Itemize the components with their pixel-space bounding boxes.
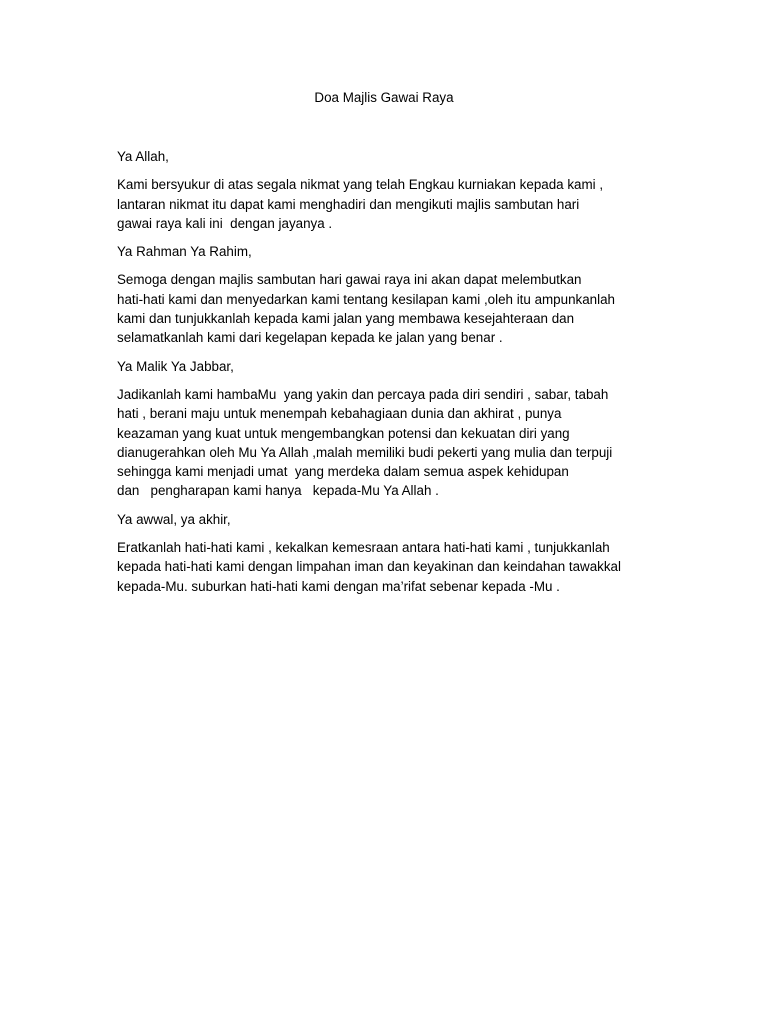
paragraph xyxy=(117,147,662,166)
paragraph xyxy=(117,385,662,501)
paragraph xyxy=(117,510,662,529)
text-line: kepada hati-hati kami dengan limpahan iman dan keyakinan dan keindahan tawakkal xyxy=(117,559,621,575)
text-line: Ya Malik Ya Jabbar, xyxy=(117,358,234,374)
paragraph xyxy=(117,175,662,233)
paragraph xyxy=(117,538,662,596)
text-line: Kami bersyukur di atas segala nikmat yang telah Engkau kurniakan kepada kami , xyxy=(117,177,604,193)
text-line: Semoga dengan majlis sambutan hari gawai raya ini akan dapat melembutkan xyxy=(117,272,582,288)
text-line: selamatkanlah kami dari kegelapan kepada ke jalan yang benar . xyxy=(117,330,503,346)
text-line: keazaman yang kuat untuk mengembangkan potensi dan kekuatan diri yang xyxy=(117,425,570,441)
document-body xyxy=(117,147,662,605)
text-line: dan pengharapan kami hanya kepada-Mu Ya Allah . xyxy=(117,483,439,499)
paragraph xyxy=(117,242,662,261)
text-line: lantaran nikmat itu dapat kami menghadiri dan mengikuti majlis sambutan hari xyxy=(117,196,580,212)
text-line: Jadikanlah kami hambaMu yang yakin dan percaya pada diri sendiri , sabar, tabah xyxy=(117,386,609,402)
text-line: hati , berani maju untuk menempah kebahagiaan dunia dan akhirat , punya xyxy=(117,406,562,422)
text-line: kami dan tunjukkanlah kepada kami jalan yang membawa kesejahteraan dan xyxy=(117,311,575,327)
text-line: gawai raya kali ini dengan jayanya . xyxy=(117,215,333,231)
text-line: sehingga kami menjadi umat yang merdeka dalam semua aspek kehidupan xyxy=(117,464,569,480)
document-title: Doa Majlis Gawai Raya xyxy=(314,90,454,105)
text-line: Eratkanlah hati-hati kami , kekalkan kemesraan antara hati-hati kami , tunjukkanlah xyxy=(117,540,610,556)
text-line: dianugerahkan oleh Mu Ya Allah ,malah memiliki budi pekerti yang mulia dan terpuji xyxy=(117,444,613,460)
text-line: Ya Rahman Ya Rahim, xyxy=(117,244,252,260)
text-line: Ya Allah, xyxy=(117,149,169,164)
text-line: hati-hati kami dan menyedarkan kami tentang kesilapan kami ,oleh itu ampunkanlah xyxy=(117,291,615,307)
paragraph xyxy=(117,270,662,347)
text-line: Ya awwal, ya akhir, xyxy=(117,511,231,527)
text-line: kepada-Mu. suburkan hati-hati kami dengan ma’rifat sebenar kepada -Mu . xyxy=(117,578,560,594)
paragraph xyxy=(117,357,662,376)
